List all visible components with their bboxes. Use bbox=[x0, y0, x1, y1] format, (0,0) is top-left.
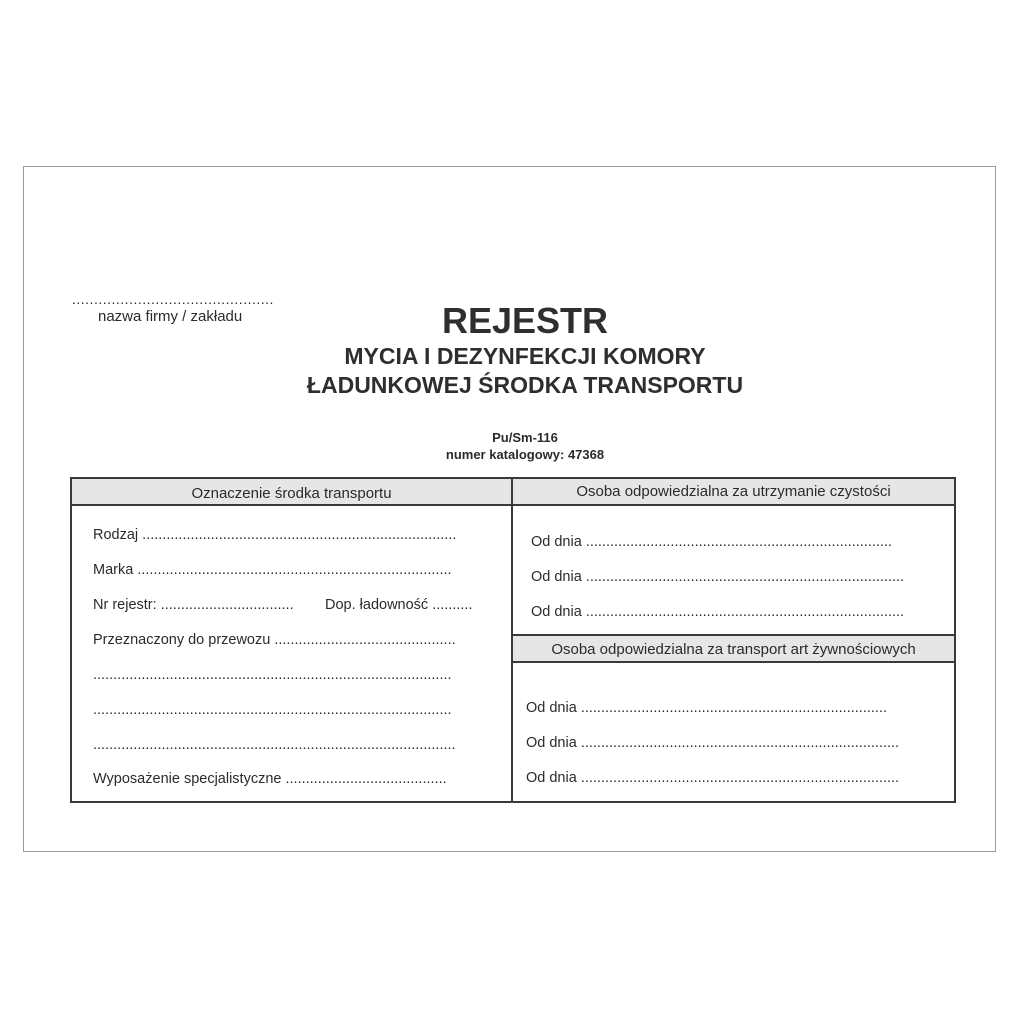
form-title: REJESTR bbox=[441, 300, 609, 341]
company-name-label: nazwa firmy / zakładu bbox=[98, 308, 243, 325]
blank-line[interactable]: .......................................................................................... bbox=[93, 737, 456, 753]
intended-cargo-field[interactable]: Przeznaczony do przewozu ............................................. bbox=[93, 632, 456, 648]
form-subtitle-line1: MYCIA I DEZYNFEKCJI KOMORY bbox=[344, 343, 706, 369]
registration-number-field[interactable]: Nr rejestr: ................................. bbox=[93, 597, 294, 613]
payload-capacity-field[interactable]: Dop. ładowność .......... bbox=[325, 597, 473, 613]
form-code: Pu/Sm-116 bbox=[492, 430, 558, 445]
food-transport-responsible-heading: Osoba odpowiedzialna za transport art żywnościowych bbox=[513, 634, 954, 663]
blank-line[interactable]: ......................................................................................... bbox=[93, 667, 452, 683]
food-transport-from-date-field[interactable]: Od dnia ............................................................................ bbox=[526, 700, 887, 716]
cleaning-from-date-field[interactable]: Od dnia ............................................................................... bbox=[531, 569, 905, 585]
food-transport-from-date-field[interactable]: Od dnia ............................................................................... bbox=[526, 735, 900, 751]
food-transport-from-date-field[interactable]: Od dnia ............................................................................... bbox=[526, 770, 900, 786]
vehicle-section-heading: Oznaczenie środka transportu bbox=[72, 479, 511, 506]
vehicle-brand-field[interactable]: Marka .............................................................................. bbox=[93, 562, 452, 578]
blank-line[interactable]: ......................................................................................... bbox=[93, 702, 452, 718]
company-name-field[interactable]: .............................................. bbox=[72, 291, 274, 307]
register-table bbox=[70, 477, 956, 803]
vehicle-type-field[interactable]: Rodzaj .............................................................................. bbox=[93, 527, 457, 543]
form-subtitle-line2: ŁADUNKOWEJ ŚRODKA TRANSPORTU bbox=[306, 372, 744, 398]
cleaning-from-date-field[interactable]: Od dnia ............................................................................... bbox=[531, 604, 905, 620]
cleaning-responsible-heading: Osoba odpowiedzialna za utrzymanie czystości bbox=[513, 479, 954, 506]
special-equipment-field[interactable]: Wyposażenie specjalistyczne ........................................ bbox=[93, 771, 447, 787]
catalog-number: numer katalogowy: 47368 bbox=[445, 447, 605, 462]
cleaning-from-date-field[interactable]: Od dnia ............................................................................ bbox=[531, 534, 892, 550]
